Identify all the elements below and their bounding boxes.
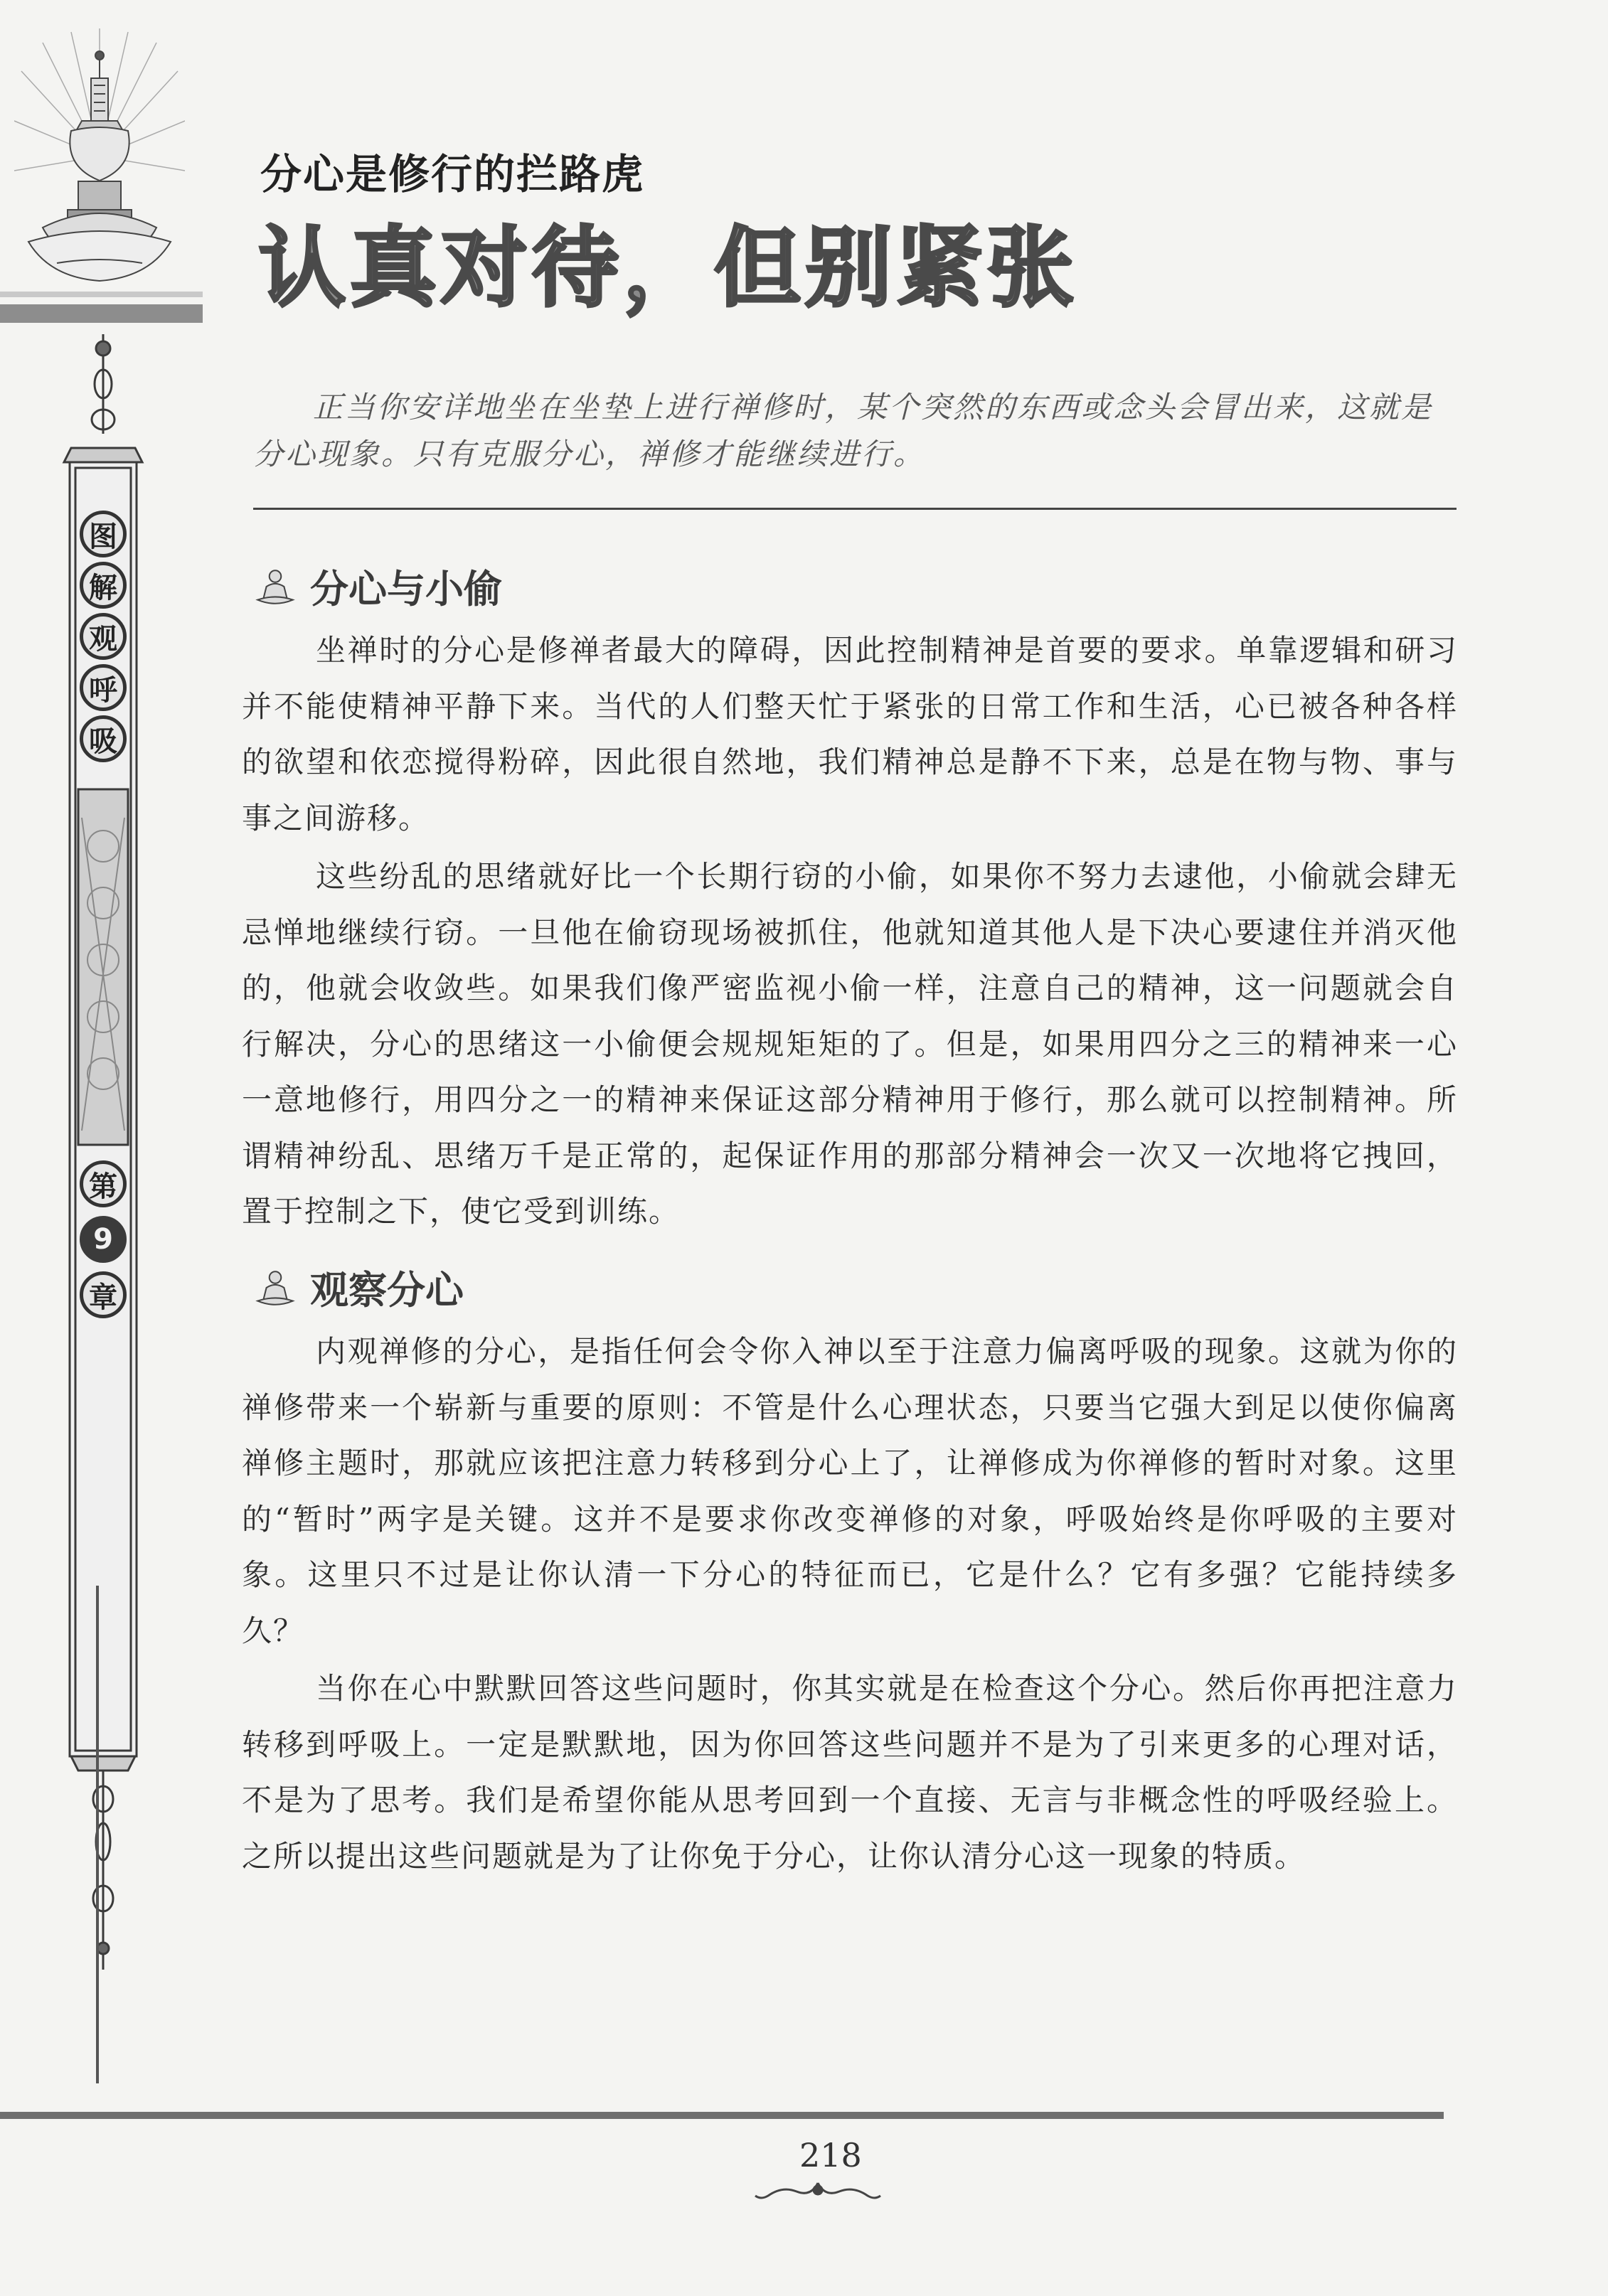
section-heading bbox=[253, 559, 502, 614]
margin-line bbox=[96, 1586, 99, 2083]
section-heading-text: 观察分心 bbox=[310, 1267, 464, 1313]
sidebar-char: 吸 bbox=[80, 715, 127, 762]
paragraph: 内观禅修的分心，是指任何会令你入神以至于注意力偏离呼吸的现象。这就为你的禅修带来一个崭新与重要的原则：不管是什么心理状态，只要当它强大到足以使你偏离禅修主题时，那就应该把注意力转移到分心上了，让禅修成为你禅修的暂时对象。这里的“暂时”两字是关键。这并不是要求你改变禅修的对象，呼吸始终是你呼吸的主要对象。这里只不过是让你认清一下分心的特征而已，它是什么？它有多强？它能持续多久？ bbox=[242, 1334, 1458, 1648]
page-title: 认真对待，但别紧张 bbox=[259, 218, 1078, 319]
stupa-lotus-icon bbox=[14, 28, 185, 299]
intro-paragraph: 正当你安详地坐在坐垫上进行禅修时，某个突然的东西或念头会冒出来，这就是分心现象。只有克服分心，禅修才能继续进行。 bbox=[253, 390, 1434, 471]
page-ornament-icon bbox=[754, 2176, 882, 2204]
footer-rule bbox=[0, 2112, 1444, 2119]
divider bbox=[253, 508, 1457, 510]
sidebar-char: 图 bbox=[80, 511, 127, 557]
sidebar-char: 解 bbox=[80, 562, 127, 609]
header-bar bbox=[0, 304, 203, 323]
page-subtitle: 分心是修行的拦路虎 bbox=[260, 150, 645, 198]
chapter-label: 第 bbox=[80, 1160, 127, 1207]
chapter-number: 9 bbox=[80, 1216, 127, 1263]
section-heading-text: 分心与小偷 bbox=[310, 566, 502, 612]
sidebar-char: 观 bbox=[80, 613, 127, 660]
page-number: 218 bbox=[799, 2136, 862, 2174]
meditating-figure-icon bbox=[253, 1266, 297, 1310]
chapter-label: 章 bbox=[80, 1271, 127, 1318]
paragraph: 坐禅时的分心是修禅者最大的障碍，因此控制精神是首要的要求。单靠逻辑和研习并不能使精神平静下来。当代的人们整天忙于紧张的日常工作和生活，心已被各种各样的欲望和依恋搅得粉碎，因此很自然地，我们精神总是静不下来，总是在物与物、事与事之间游移。 bbox=[242, 633, 1458, 835]
paragraph: 当你在心中默默回答这些问题时，你其实就是在检查这个分心。然后你再把注意力转移到呼吸上。一定是默默地，因为你回答这些问题并不是为了引来更多的心理对话，不是为了思考。我们是希望你能从思考回到一个直接、无言与非概念性的呼吸经验上。之所以提出这些问题就是为了让你免于分心，让你认清分心这一现象的特质。 bbox=[242, 1671, 1458, 1874]
paragraph: 这些纷乱的思绪就好比一个长期行窃的小偷，如果你不努力去逮他，小偷就会肆无忌惮地继续行窃。一旦他在偷窃现场被抓住，他就知道其他人是下决心要逮住并消灭他的，他就会收敛些。如果我们像严密监视小偷一样，注意自己的精神，这一问题就会自行解决，分心的思绪这一小偷便会规规矩矩的了。但是，如果用四分之三的精神来一心一意地修行，用四分之一的精神来保证这部分精神用于修行，那么就可以控制精神。所谓精神纷乱、思绪万千是正常的，起保证作用的那部分精神会一次又一次地将它拽回，置于控制之下，使它受到训练。 bbox=[242, 859, 1458, 1229]
meditating-figure-icon bbox=[253, 565, 297, 609]
section-heading bbox=[253, 1260, 464, 1315]
sidebar-char: 呼 bbox=[80, 664, 127, 711]
